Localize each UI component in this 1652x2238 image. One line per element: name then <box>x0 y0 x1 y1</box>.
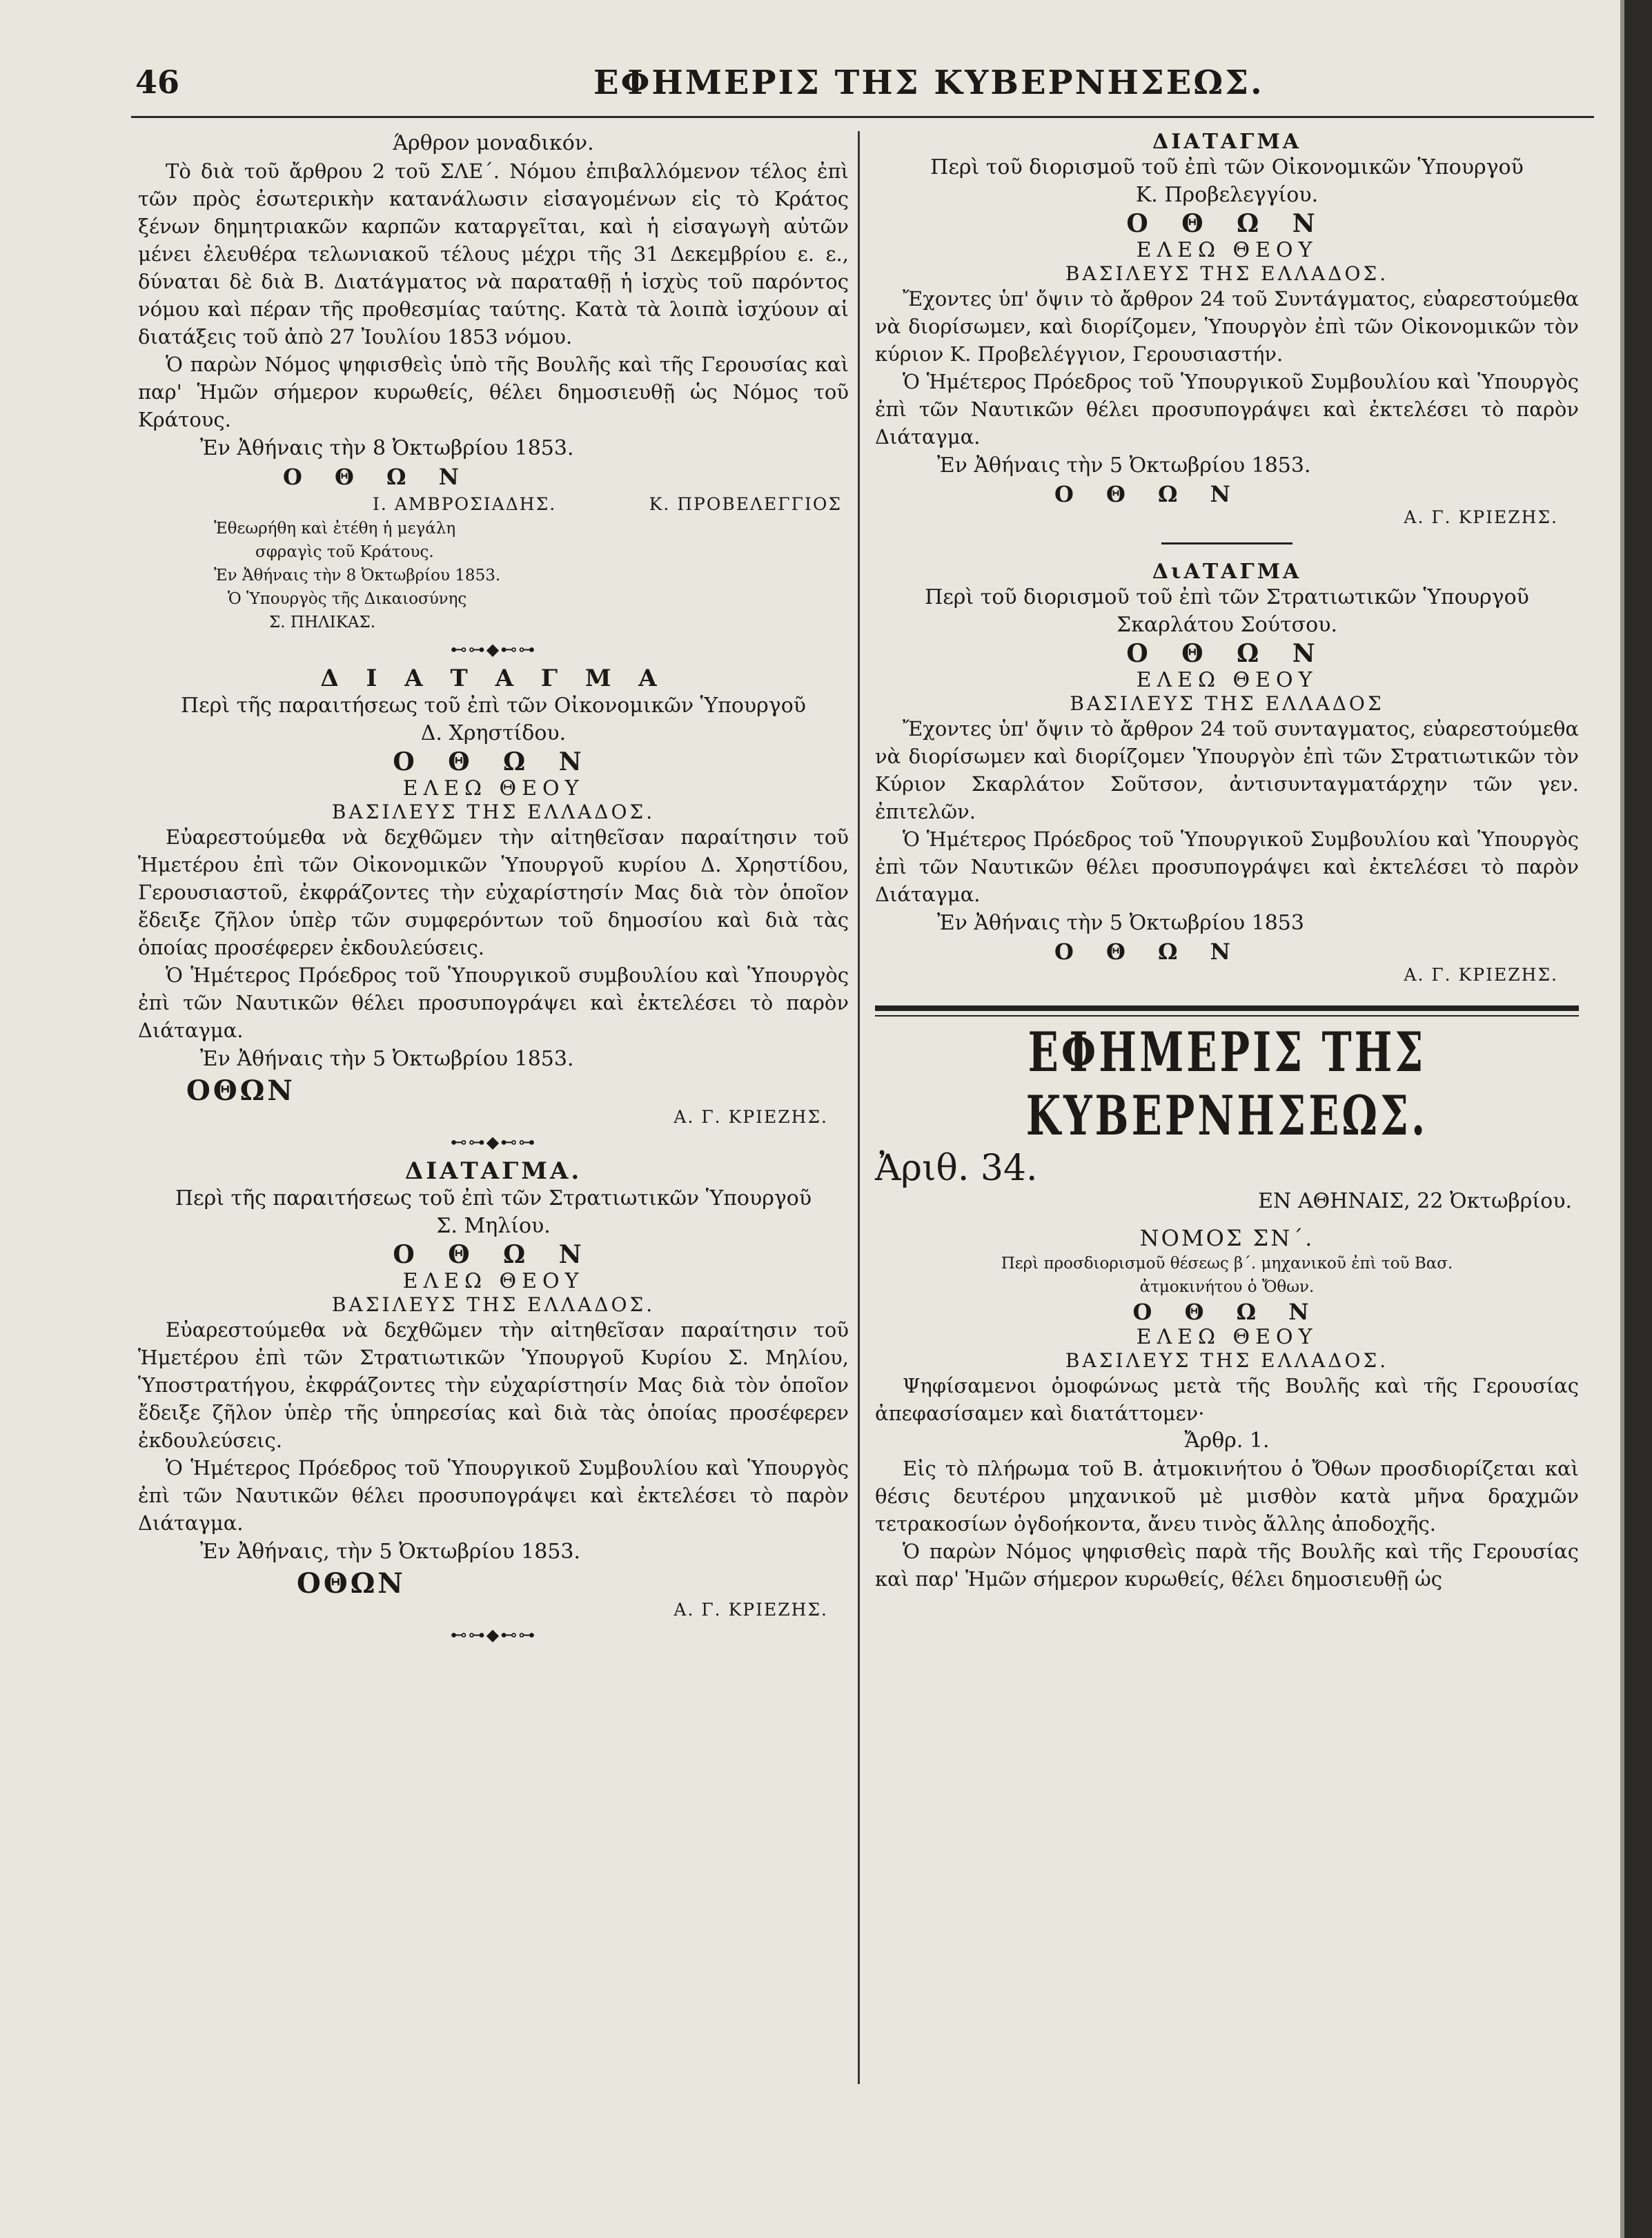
signature-ambrosiadis: Ι. ΑΜΒΡΟΣΙΑΔΗΣ. <box>373 494 557 514</box>
law-paragraph-1: Τὸ διὰ τοῦ ἄρθρου 2 τοῦ ΣΛΕ΄. Νόμου ἐπιβαλλόμενον τέλος ἐπὶ τῶν πρὸς ἐσωτερικὴν κατανάλωσιν εἰσαγομένων εἰς τὸ Κράτος ξένων δημητριακῶν καρπῶν καταργεῖται, καὶ ἡ εἰσαγωγὴ αὐτῶν μένει ἐλευθέρα τελωνιακοῦ τέλους μέχρι τῆς 31 Δεκεμβρίου ε. ε., δύναται δὲ διὰ Β. Διατάγματος νὰ παραταθῇ ἡ ἰσχὺς τοῦ παρόντος νόμου καὶ πέραν τῆς προθεσμίας ταύτης. Κατὰ τὰ λοιπὰ ἰσχύουν αἱ διατάξεις τοῦ ἀπὸ 27 Ἰουλίου 1853 νόμου. <box>138 159 849 349</box>
law-king: Ο Θ Ω Ν <box>1132 1299 1321 1325</box>
seal-line-4: Ὁ Ὑπουργὸς τῆς Δικαιοσύνης <box>228 590 467 608</box>
decree-1-title: Δ Ι Α Τ Α Γ Μ Α <box>320 665 667 692</box>
seal-line-3: Ἐν Ἀθήναις τὴν 8 Ὀκτωβρίου 1853. <box>214 567 501 585</box>
issue-date: ΕΝ ΑΘΗΝΑΙΣ, 22 Ὀκτωβρίου. <box>1258 1189 1572 1213</box>
law-article-heading: Ἄρθρ. 1. <box>1184 1429 1270 1453</box>
law-article-1-text: Εἰς τὸ πλήρωμα τοῦ Β. ἀτμοκινήτου ὁ Ὄθων προσδιορίζεται καὶ θέσις δευτέρου μηχανικοῦ μὲ μισθὸν κατὰ μῆνα δραχμῶν τετρακοσίων ὀγδοήκοντα, ἄνευ τινὸς ἄλλης ἀποδοχῆς. <box>875 1457 1579 1535</box>
decree-3-subtitle-1: Περὶ τοῦ διορισμοῦ τοῦ ἐπὶ τῶν Οἰκονομικῶν Ὑπουργοῦ <box>930 155 1524 179</box>
decree-2-paragraph-1: Εὐαρεστούμεθα νὰ δεχθῶμεν τὴν αἰτηθεῖσαν παραίτησιν τοῦ Ἡμετέρου ἐπὶ τῶν Στρατιωτικῶν Ὑπουργοῦ Κυρίου Σ. Μηλίου, Ὑποστρατήγου, ἐκφράζοντες τὴν εὐχαρίστησίν Μας διὰ τὸν ὁποῖον ἔδειξε ζῆλον ὑπὲρ τῆς ὑπηρεσίας καὶ διὰ τὰς ὁποίας προσέφερεν ἐκδουλεύσεις. <box>138 1318 849 1452</box>
seal-line-2: σφραγὶς τοῦ Κράτους. <box>255 543 434 561</box>
law-basileus: ΒΑΣΙΛΕΥΣ ΤΗΣ ΕΛΛΑΔΟΣ. <box>1065 1349 1389 1372</box>
masthead-rule-thick <box>875 1005 1579 1011</box>
decree-1-subtitle-1: Περὶ τῆς παραιτήσεως τοῦ ἐπὶ τῶν Οἰκονομικῶν Ὑπουργοῦ <box>180 694 807 718</box>
law-subtitle-2: ἀτμοκινήτου ὁ Ὄθων. <box>1139 1278 1315 1296</box>
law-closing-text: Ὁ παρὼν Νόμος ψηφισθεὶς παρὰ τῆς Βουλῆς καὶ τῆς Γερουσίας καὶ παρ' Ἡμῶν σήμερον κυρωθείς, θέλει δημοσιευθῇ ὡς <box>875 1540 1579 1591</box>
decree-4-paragraph-2: Ὁ Ἡμέτερος Πρόεδρος τοῦ Ὑπουργικοῦ Συμβουλίου καὶ Ὑπουργὸς ἐπὶ τῶν Ναυτικῶν θέλει προσυπογράψει καὶ ἐκτελέσει τὸ παρὸν Διάταγμα. <box>875 827 1579 906</box>
decree-1-subtitle-2: Δ. Χρηστίδου. <box>420 721 567 745</box>
decree-4-subtitle-1: Περὶ τοῦ διορισμοῦ τοῦ ἐπὶ τῶν Στρατιωτικῶν Ὑπουργοῦ <box>925 585 1529 609</box>
law-subtitle-1: Περὶ προσδιορισμοῦ θέσεως β΄. μηχανικοῦ ἐπὶ τοῦ Βασ. <box>1001 1255 1453 1273</box>
decree-3-eleo-theou: ΕΛΕΩ ΘΕΟΥ <box>1136 238 1318 262</box>
decree-4-eleo-theou: ΕΛΕΩ ΘΕΟΥ <box>1136 668 1318 692</box>
decree-4-subtitle-2: Σκαρλάτου Σούτσου. <box>1117 613 1337 637</box>
ornament-divider: ⊷⊶◆⊷⊶ <box>450 1132 537 1152</box>
signature-provelengios: Κ. ΠΡΟΒΕΛΕΓΓΙΟΣ <box>649 494 842 514</box>
decree-4-title: ΔιΑΤΑΓΜΑ <box>1152 560 1302 584</box>
issue-number: Ἀριθ. 34. <box>875 1148 1038 1189</box>
decree-4-king: Ο Θ Ω Ν <box>1126 639 1328 668</box>
decree-1-paragraph-1: Εὐαρεστούμεθα νὰ δεχθῶμεν τὴν αἰτηθεῖσαν παραίτησιν τοῦ Ἡμετέρου ἐπὶ τῶν Οἰκονομικῶν Ὑπουργοῦ κυρίου Δ. Χρηστίδου, Γερουσιαστοῦ, ἐκφράζοντες τὴν εὐχαρίστησίν Μας διὰ τὸν ὁποῖον ἔδειξε ζῆλον ὑπὲρ τῶν συμφερόντων τοῦ δημοσίου καὶ διὰ τὰς ὁποίας προσέφερεν ἐκδουλεύσεις. <box>138 825 849 959</box>
decree-2-title: ΔΙΑΤΑΓΜΑ. <box>404 1157 582 1185</box>
header-rule <box>131 116 1594 118</box>
decree-3-subtitle-2: Κ. Προβελεγγίου. <box>1135 183 1319 207</box>
decree-3-king-signature: Ο Θ Ω Ν <box>1054 481 1243 507</box>
decree-2-eleo-theou: ΕΛΕΩ ΘΕΟΥ <box>402 1269 584 1293</box>
ornament-divider: ⊷⊶◆⊷⊶ <box>450 640 537 659</box>
decree-1-date: Ἐν Ἀθήναις τὴν 5 Ὀκτωβρίου 1853. <box>200 1047 574 1071</box>
page-number: 46 <box>135 63 180 101</box>
decree-3-title: ΔΙΑΤΑΓΜΑ <box>1152 130 1301 154</box>
decree-1-paragraph-2: Ὁ Ἡμέτερος Πρόεδρος τοῦ Ὑπουργικοῦ συμβουλίου καὶ Ὑπουργὸς ἐπὶ τῶν Ναυτικῶν θέλει προσυπογράψει καὶ ἐκτελέσει τὸ παρὸν Διάταγμα. <box>138 963 849 1042</box>
decree-4-date: Ἐν Ἀθήναις τὴν 5 Ὀκτωβρίου 1853 <box>937 911 1304 935</box>
king-signature: Ο Θ Ω Ν <box>283 464 471 490</box>
law-eleo-theou: ΕΛΕΩ ΘΕΟΥ <box>1136 1325 1318 1349</box>
page-title: ΕΦΗΜΕΡΙΣ ΤΗΣ ΚΥΒΕΡΝΗΣΕΩΣ. <box>593 63 1264 102</box>
decree-2-basileus: ΒΑΣΙΛΕΥΣ ΤΗΣ ΕΛΛΑΔΟΣ. <box>331 1293 656 1316</box>
article-title: Άρθρον μοναδικόν. <box>393 131 594 155</box>
decree-1-basileus: ΒΑΣΙΛΕΥΣ ΤΗΣ ΕΛΛΑΔΟΣ. <box>331 801 656 823</box>
law-title: ΝΟΜΟΣ ΣΝ΄. <box>1139 1225 1315 1251</box>
law-paragraph-2: Ὁ παρὼν Νόμος ψηφισθεὶς ὑπὸ τῆς Βουλῆς καὶ τῆς Γερουσίας καὶ παρ' Ἡμῶν σήμερον κυρωθείς, θέλει δημοσιευθῇ ὡς Νόμος τοῦ Κράτους. <box>138 353 849 431</box>
decree-3-minister-signature: Α. Γ. ΚΡΙΕΖΗΣ. <box>1404 507 1558 527</box>
minister-signatures <box>138 494 849 514</box>
decree-4-minister-signature: Α. Γ. ΚΡΙΕΖΗΣ. <box>1404 965 1558 985</box>
masthead-rule-thin <box>875 1015 1579 1017</box>
seal-line-1: Ἐθεωρήθη καὶ ἐτέθη ἡ μεγάλη <box>214 520 456 538</box>
decree-1-king-signature: ΟΘΩΝ <box>186 1074 295 1107</box>
section-rule <box>1161 542 1292 544</box>
decree-2-king: Ο Θ Ω Ν <box>393 1240 594 1269</box>
decree-3-date: Ἐν Ἀθήναις τὴν 5 Ὀκτωβρίου 1853. <box>937 453 1311 478</box>
law-date: Ἐν Ἀθήναις τὴν 8 Ὀκτωβρίου 1853. <box>200 436 574 460</box>
page-edge-shadow <box>1624 0 1652 2238</box>
seal-line-5: Σ. ΠΗΛΙΚΑΣ. <box>269 614 376 631</box>
decree-2-date: Ἐν Ἀθήναις, τὴν 5 Ὀκτωβρίου 1853. <box>200 1540 581 1564</box>
decree-2-subtitle-2: Σ. Μηλίου. <box>436 1214 551 1238</box>
decree-1-minister-signature: Α. Γ. ΚΡΙΕΖΗΣ. <box>673 1107 828 1127</box>
decree-1-eleo-theou: ΕΛΕΩ ΘΕΟΥ <box>402 776 584 801</box>
left-column <box>138 130 849 1650</box>
column-divider <box>858 131 860 2084</box>
decree-2-minister-signature: Α. Γ. ΚΡΙΕΖΗΣ. <box>673 1600 828 1620</box>
decree-1-king: Ο Θ Ω Ν <box>393 747 594 776</box>
decree-3-king: Ο Θ Ω Ν <box>1126 209 1328 238</box>
law-preamble: Ψηφίσαμενοι ὁμοφώνως μετὰ τῆς Βουλῆς καὶ τῆς Γερουσίας ἀπεφασίσαμεν καὶ διατάττομεν· <box>875 1374 1579 1425</box>
decree-2-paragraph-2: Ὁ Ἡμέτερος Πρόεδρος τοῦ Ὑπουργικοῦ Συμβουλίου καὶ Ὑπουργὸς ἐπὶ τῶν Ναυτικῶν θέλει προσυπογράψει καὶ ἐκτελέσει τὸ παρὸν Διάταγμα. <box>138 1456 849 1535</box>
decree-2-king-signature: ΟΘΩΝ <box>297 1567 406 1600</box>
decree-3-paragraph-2: Ὁ Ἡμέτερος Πρόεδρος τοῦ Ὑπουργικοῦ Συμβουλίου καὶ Ὑπουργὸς ἐπὶ τῶν Ναυτικῶν θέλει προσυπογράψει καὶ ἐκτελέσει τὸ παρὸν Διάταγμα. <box>875 370 1579 449</box>
decree-4-paragraph-1: Ἔχοντες ὑπ' ὄψιν τὸ ἄρθρον 24 τοῦ συνταγματος, εὐαρεστούμεθα νὰ διορίσωμεν καὶ διορίζομεν Ὑπουργὸν ἐπὶ τῶν Στρατιωτικῶν τὸν Κύριον Σκαρλάτον Σοῦτσον, ἀντισυνταγματάρχην τῶν γεν. ἐπιτελῶν. <box>875 717 1579 823</box>
decree-3-basileus: ΒΑΣΙΛΕΥΣ ΤΗΣ ΕΛΛΑΔΟΣ. <box>1065 262 1389 285</box>
decree-3-paragraph-1: Ἔχοντες ὑπ' ὄψιν τὸ ἄρθρον 24 τοῦ Συντάγματος, εὐαρεστούμεθα νὰ διορίσωμεν, καὶ διορίζομεν, Ὑπουργὸν ἐπὶ τῶν Οἰκονομικῶν τὸν κύριον Κ. Προβελέγγιον, Γερουσιαστήν. <box>875 287 1579 366</box>
decree-4-basileus: ΒΑΣΙΛΕΥΣ ΤΗΣ ΕΛΛΑΔΟΣ <box>1070 692 1384 715</box>
seal-block <box>138 517 849 634</box>
ornament-divider: ⊷⊶◆⊷⊶ <box>450 1625 537 1645</box>
decree-4-king-signature: Ο Θ Ω Ν <box>1054 939 1243 965</box>
page-edge-line <box>1620 0 1624 2238</box>
masthead-title: ΕΦΗΜΕΡΙΣ ΤΗΣ ΚΥΒΕΡΝΗΣΕΩΣ. <box>1025 1021 1428 1148</box>
right-column <box>875 130 1579 1593</box>
decree-2-subtitle-1: Περὶ τῆς παραιτήσεως τοῦ ἐπὶ τῶν Στρατιωτικῶν Ὑπουργοῦ <box>175 1186 812 1210</box>
